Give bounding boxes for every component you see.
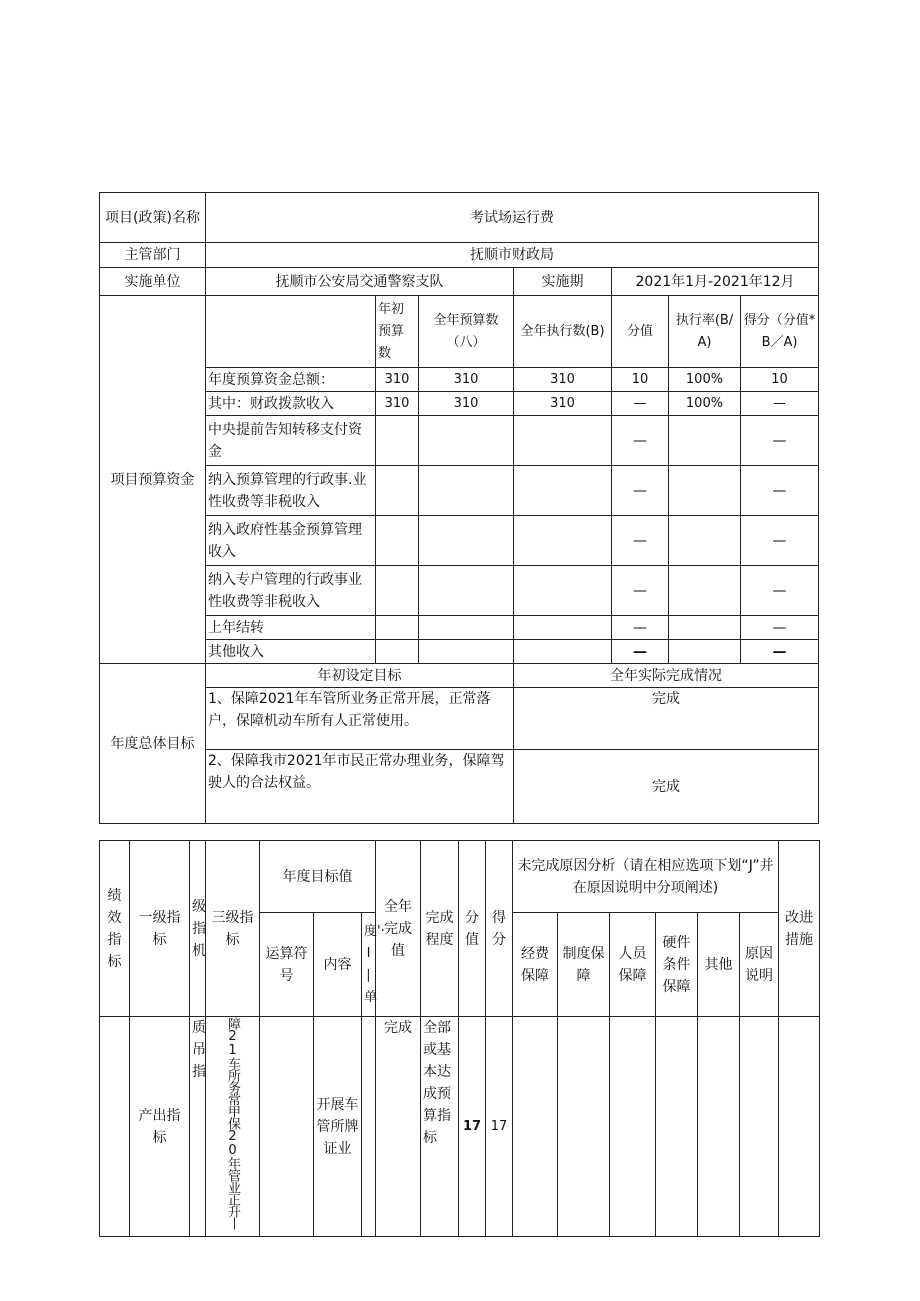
- budget-row-label: 其中：财政拨款收入: [206, 392, 376, 416]
- budget-score-val: —: [612, 516, 669, 566]
- perf-h-r6: 原因说明: [740, 913, 779, 1017]
- perf-h-op: 运算符号: [260, 913, 314, 1017]
- budget-row: [100, 516, 819, 566]
- perf-h-target: 年度目标值: [260, 841, 376, 913]
- budget-initial: 310: [376, 392, 419, 416]
- perf-r4: [656, 1017, 698, 1237]
- perf-section-cont: [100, 1017, 130, 1237]
- budget-score: —: [741, 392, 819, 416]
- budget-exec: [514, 566, 612, 616]
- goal-actual: 完成: [514, 750, 819, 824]
- budget-full: [419, 566, 514, 616]
- perf-h-r2: 制度保障: [558, 913, 610, 1017]
- budget-full: [419, 416, 514, 466]
- budget-rate: 100%: [669, 368, 741, 392]
- budget-full: [419, 466, 514, 516]
- budget-full: [419, 640, 514, 664]
- perf-h-content: 内容: [314, 913, 362, 1017]
- budget-rate: [669, 566, 741, 616]
- header-score: 得分（分值*B／A): [741, 296, 819, 368]
- budget-score-val: —: [612, 640, 669, 664]
- budget-score-val: —: [612, 616, 669, 640]
- header-rate: 执行率(B/A): [669, 296, 741, 368]
- budget-row: [100, 368, 819, 392]
- budget-score-val: —: [612, 392, 669, 416]
- perf-score: 17: [486, 1017, 513, 1237]
- header-full: 全年预算数（八）: [419, 296, 514, 368]
- budget-row: [100, 392, 819, 416]
- performance-table: [99, 840, 820, 1237]
- budget-score: —: [741, 640, 819, 664]
- perf-h-improve: 改进措施: [779, 841, 820, 1017]
- goals-col-target: 年初设定目标: [206, 664, 514, 688]
- budget-score: —: [741, 516, 819, 566]
- budget-exec: [514, 466, 612, 516]
- perf-r3: [610, 1017, 656, 1237]
- perf-degree: 全部或基本达成预算指标: [421, 1017, 459, 1237]
- perf-h-r5: 其他: [698, 913, 740, 1017]
- budget-full: [419, 616, 514, 640]
- perf-op: [260, 1017, 314, 1237]
- budget-section-label: 项目预算资金: [100, 296, 206, 664]
- header-exec: 全年执行数(B): [514, 296, 612, 368]
- budget-row-label: 纳入预算管理的行政事.业性收费等非税收入: [206, 466, 376, 516]
- budget-initial: [376, 566, 419, 616]
- budget-full: [419, 516, 514, 566]
- budget-score: 10: [741, 368, 819, 392]
- budget-rate: [669, 516, 741, 566]
- budget-score-val: —: [612, 566, 669, 616]
- goal-target: 2、保障我市2021年市民正常办理业务，保障驾驶人的合法权益。: [206, 750, 514, 824]
- budget-score: —: [741, 616, 819, 640]
- perf-r6: [740, 1017, 779, 1237]
- budget-row: [100, 616, 819, 640]
- dept-label: 主管部门: [100, 243, 206, 268]
- budget-score: —: [741, 566, 819, 616]
- budget-row: [100, 640, 819, 664]
- budget-rate: [669, 466, 741, 516]
- budget-score-val: —: [612, 466, 669, 516]
- budget-exec: 310: [514, 368, 612, 392]
- goals-col-actual: 全年实际完成情况: [514, 664, 819, 688]
- budget-full: 310: [419, 392, 514, 416]
- perf-h-scoreval: 分值: [459, 841, 486, 1017]
- budget-header-blank: [206, 296, 376, 368]
- budget-initial: [376, 640, 419, 664]
- perf-level1: 产出指标: [130, 1017, 190, 1237]
- perf-improve: [779, 1017, 820, 1237]
- budget-exec: [514, 616, 612, 640]
- header-score-val: 分值: [612, 296, 669, 368]
- budget-row-label: 年度预算资金总额：: [206, 368, 376, 392]
- perf-r1: [513, 1017, 558, 1237]
- perf-h-r4: 硬件条件保障: [656, 913, 698, 1017]
- budget-row-label: 其他收入: [206, 640, 376, 664]
- budget-exec: [514, 640, 612, 664]
- budget-rate: [669, 616, 741, 640]
- period-label: 实施期: [514, 268, 612, 296]
- budget-rate: 100%: [669, 392, 741, 416]
- perf-section-label: 绩效指标: [100, 841, 130, 1017]
- perf-full: 完成: [376, 1017, 421, 1237]
- unit-label: 实施单位: [100, 268, 206, 296]
- header-initial: 年初预算数: [376, 296, 419, 368]
- perf-r2: [558, 1017, 610, 1237]
- perf-h-level3: 三级指标: [206, 841, 260, 1017]
- budget-rate: [669, 416, 741, 466]
- perf-row: [100, 1017, 820, 1237]
- budget-exec: [514, 516, 612, 566]
- budget-score: —: [741, 416, 819, 466]
- perf-level3: 障21车所务常甲保20年管业正升丨: [206, 1017, 260, 1237]
- budget-row: [100, 416, 819, 466]
- budget-score-val: —: [612, 416, 669, 466]
- perf-h-r1: 经费保障: [513, 913, 558, 1017]
- budget-row-label: 纳入政府性基金预算管理收入: [206, 516, 376, 566]
- perf-r5: [698, 1017, 740, 1237]
- budget-initial: 310: [376, 368, 419, 392]
- goal-target: 1、保障2021年车管所业务正常开展，正常落户，保障机动车所有人正常使用。: [206, 688, 514, 750]
- budget-initial: [376, 466, 419, 516]
- budget-row: [100, 466, 819, 516]
- perf-unit: [362, 1017, 376, 1237]
- goal-actual: 完成: [514, 688, 819, 750]
- perf-h-reason: 未完成原因分析（请在相应选项下划“J”并在原因说明中分项阐述): [513, 841, 779, 913]
- perf-h-degree: 完成程度: [421, 841, 459, 1017]
- goal-row: [100, 688, 819, 750]
- perf-h-level1: 一级指标: [130, 841, 190, 1017]
- budget-rate: [669, 640, 741, 664]
- budget-exec: 310: [514, 392, 612, 416]
- budget-row-label: 纳入专户管理的行政事业性收费等非税收入: [206, 566, 376, 616]
- perf-h-unit: 度'·I∣单: [362, 913, 376, 1017]
- dept-value: 抚顺市财政局: [206, 243, 819, 268]
- budget-row-label: 上年结转: [206, 616, 376, 640]
- budget-initial: [376, 516, 419, 566]
- goal-row: [100, 750, 819, 824]
- perf-h-level2: 级指机: [190, 841, 206, 1017]
- perf-h-r3: 人员保障: [610, 913, 656, 1017]
- perf-level2: 质吊指: [190, 1017, 206, 1237]
- budget-exec: [514, 416, 612, 466]
- budget-row-label: 中央提前告知转移支付资金: [206, 416, 376, 466]
- perf-h-full: 全年完成值: [376, 841, 421, 1017]
- period-value: 2021年1月-2021年12月: [612, 268, 819, 296]
- unit-value: 抚顺市公安局交通警察支队: [206, 268, 514, 296]
- evaluation-table-top: [99, 192, 819, 824]
- budget-score-val: 10: [612, 368, 669, 392]
- goals-section-label: 年度总体目标: [100, 664, 206, 824]
- budget-full: 310: [419, 368, 514, 392]
- budget-initial: [376, 616, 419, 640]
- perf-content: 开展车管所牌证业: [314, 1017, 362, 1237]
- budget-initial: [376, 416, 419, 466]
- project-name-label: 项目(政策)名称: [100, 193, 206, 243]
- project-name-value: 考试场运行费: [206, 193, 819, 243]
- budget-score: —: [741, 466, 819, 516]
- perf-scoreval: 17: [459, 1017, 486, 1237]
- budget-row: [100, 566, 819, 616]
- perf-h-score: 得分: [486, 841, 513, 1017]
